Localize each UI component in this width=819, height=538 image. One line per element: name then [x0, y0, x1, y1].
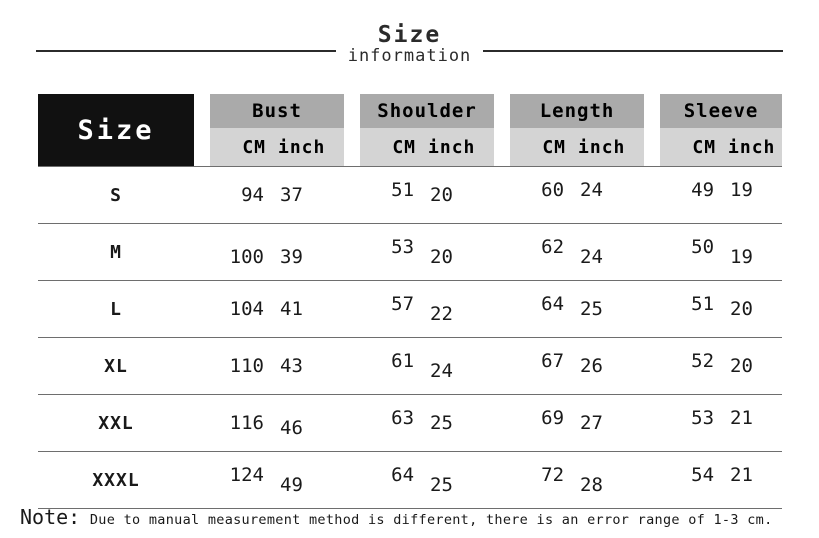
spacer	[494, 224, 510, 281]
spacer	[194, 395, 210, 452]
cell-sleeve-inch: 21	[722, 447, 782, 504]
spacer	[644, 94, 660, 167]
cell-length-cm: 67	[510, 333, 572, 390]
table-row	[38, 281, 782, 338]
spacer	[194, 281, 210, 338]
page-title	[0, 18, 819, 70]
cell-length-inch: 25	[572, 281, 644, 338]
row-size-label: S	[38, 167, 194, 224]
table-row	[38, 452, 782, 509]
cell-length-cm: 72	[510, 447, 572, 504]
table-row	[38, 395, 782, 452]
spacer	[494, 281, 510, 338]
spacer	[344, 94, 360, 167]
cell-bust-inch: 41	[272, 281, 344, 338]
cell-bust-cm: 94	[210, 167, 272, 224]
cell-sleeve-cm: 51	[660, 276, 722, 333]
title-sub: information	[347, 45, 472, 66]
cell-bust-cm: 110	[210, 338, 272, 395]
spacer	[494, 338, 510, 395]
cell-length-cm: 69	[510, 390, 572, 447]
cell-length-cm: 64	[510, 276, 572, 333]
cell-sleeve-inch: 20	[722, 281, 782, 338]
cell-shoulder-inch: 25	[422, 457, 494, 514]
cell-bust-inch: 49	[272, 457, 344, 514]
header-size-cell: Size	[38, 94, 194, 167]
spacer	[494, 395, 510, 452]
cell-bust-inch: 43	[272, 338, 344, 395]
spacer	[194, 167, 210, 224]
size-table	[38, 94, 782, 509]
title-rule-left	[36, 50, 336, 52]
cell-sleeve-cm: 53	[660, 390, 722, 447]
table-row	[38, 338, 782, 395]
note-row	[20, 505, 810, 529]
cell-shoulder-cm: 57	[360, 276, 422, 333]
table-row	[38, 167, 782, 224]
row-size-label: XXL	[38, 395, 194, 452]
cell-shoulder-cm: 64	[360, 447, 422, 504]
cell-shoulder-cm: 61	[360, 333, 422, 390]
cell-shoulder-cm: 63	[360, 390, 422, 447]
spacer	[194, 224, 210, 281]
header-unit-shoulder-cm: CM	[360, 128, 422, 167]
cell-sleeve-cm: 52	[660, 333, 722, 390]
spacer	[644, 395, 660, 452]
table-header-groups	[38, 94, 782, 128]
header-unit-bust-inch: inch	[272, 128, 344, 167]
cell-sleeve-cm: 49	[660, 162, 722, 219]
spacer	[644, 224, 660, 281]
title-main: Size	[377, 21, 442, 48]
row-size-label: M	[38, 224, 194, 281]
cell-bust-inch: 46	[272, 400, 344, 457]
header-unit-length-inch: inch	[572, 128, 644, 167]
spacer	[194, 338, 210, 395]
header-group-sleeve: Sleeve	[660, 94, 782, 128]
spacer	[344, 338, 360, 395]
cell-shoulder-inch: 20	[422, 167, 494, 224]
spacer	[344, 281, 360, 338]
cell-shoulder-cm: 53	[360, 219, 422, 276]
table-row	[38, 224, 782, 281]
title-rule-right	[483, 50, 783, 52]
cell-bust-inch: 39	[272, 229, 344, 286]
cell-bust-cm: 116	[210, 395, 272, 452]
cell-length-inch: 27	[572, 395, 644, 452]
spacer	[644, 452, 660, 509]
spacer	[194, 452, 210, 509]
cell-sleeve-inch: 21	[722, 390, 782, 447]
title-text-block	[342, 21, 478, 66]
cell-bust-cm: 100	[210, 229, 272, 286]
header-group-shoulder: Shoulder	[360, 94, 494, 128]
note-label: Note:	[20, 505, 81, 529]
spacer	[494, 167, 510, 224]
cell-shoulder-inch: 25	[422, 395, 494, 452]
cell-sleeve-inch: 19	[722, 162, 782, 219]
header-unit-sleeve-cm: CM	[660, 128, 722, 167]
spacer	[344, 224, 360, 281]
cell-length-inch: 24	[572, 229, 644, 286]
cell-bust-inch: 37	[272, 167, 344, 224]
header-unit-shoulder-inch: inch	[422, 128, 494, 167]
spacer	[494, 452, 510, 509]
cell-length-inch: 24	[572, 162, 644, 219]
cell-shoulder-inch: 20	[422, 229, 494, 286]
row-size-label: XL	[38, 338, 194, 395]
note-text: Due to manual measurement method is different, there is an error range of 1-3 cm.	[89, 512, 773, 528]
cell-shoulder-inch: 24	[422, 343, 494, 400]
cell-length-inch: 26	[572, 338, 644, 395]
cell-bust-cm: 104	[210, 281, 272, 338]
cell-shoulder-inch: 22	[422, 286, 494, 343]
cell-bust-cm: 124	[210, 447, 272, 504]
size-table-wrapper	[38, 94, 782, 509]
spacer	[344, 452, 360, 509]
cell-length-cm: 62	[510, 219, 572, 276]
spacer	[194, 94, 210, 167]
header-group-length: Length	[510, 94, 644, 128]
cell-sleeve-inch: 20	[722, 338, 782, 395]
spacer	[644, 338, 660, 395]
spacer	[344, 395, 360, 452]
spacer	[644, 167, 660, 224]
spacer	[344, 167, 360, 224]
cell-sleeve-inch: 19	[722, 229, 782, 286]
cell-sleeve-cm: 50	[660, 219, 722, 276]
cell-sleeve-cm: 54	[660, 447, 722, 504]
cell-length-inch: 28	[572, 457, 644, 514]
header-unit-length-cm: CM	[510, 128, 572, 167]
spacer	[494, 94, 510, 167]
cell-shoulder-cm: 51	[360, 162, 422, 219]
header-unit-bust-cm: CM	[210, 128, 272, 167]
cell-length-cm: 60	[510, 162, 572, 219]
header-unit-sleeve-inch: inch	[722, 128, 782, 167]
row-size-label: L	[38, 281, 194, 338]
header-group-bust: Bust	[210, 94, 344, 128]
spacer	[644, 281, 660, 338]
row-size-label: XXXL	[38, 452, 194, 509]
